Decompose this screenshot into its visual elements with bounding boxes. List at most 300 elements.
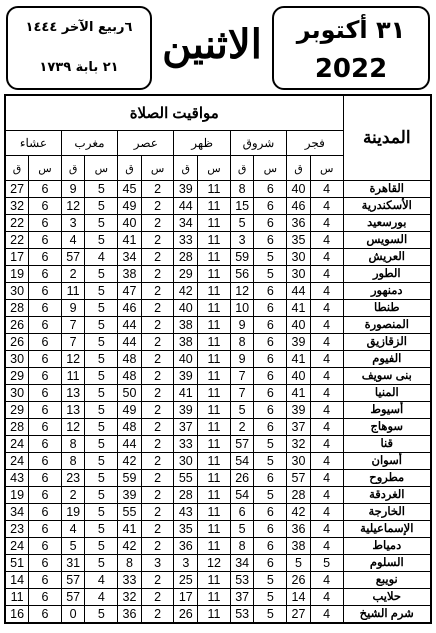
prayer-header-0: فجر xyxy=(287,131,343,156)
city-name-cell: العريش xyxy=(343,249,431,266)
minutes-cell: 8 xyxy=(61,436,85,453)
minutes-cell: 34 xyxy=(118,249,142,266)
minutes-cell: 28 xyxy=(287,487,311,504)
hours-cell: 6 xyxy=(29,198,62,215)
minutes-cell: 16 xyxy=(5,606,29,624)
minutes-cell: 33 xyxy=(174,436,198,453)
minutes-cell: 26 xyxy=(230,470,254,487)
hours-cell: 11 xyxy=(198,368,231,385)
city-column-header: المدينة xyxy=(343,95,431,181)
minutes-cell: 53 xyxy=(230,572,254,589)
minutes-cell: 42 xyxy=(118,453,142,470)
minutes-cell: 22 xyxy=(5,232,29,249)
hours-cell: 3 xyxy=(141,555,174,572)
hours-cell: 5 xyxy=(254,453,287,470)
hours-cell: 11 xyxy=(198,249,231,266)
minutes-cell: 36 xyxy=(287,215,311,232)
hours-cell: 6 xyxy=(254,317,287,334)
minutes-cell: 30 xyxy=(5,385,29,402)
hours-cell: 2 xyxy=(141,283,174,300)
minutes-cell: 36 xyxy=(287,521,311,538)
minutes-cell: 2 xyxy=(61,266,85,283)
minutes-cell: 51 xyxy=(5,555,29,572)
table-row xyxy=(5,334,431,351)
minutes-cell: 48 xyxy=(118,419,142,436)
minutes-cell: 2 xyxy=(230,419,254,436)
minutes-cell: 28 xyxy=(5,419,29,436)
minutes-cell: 30 xyxy=(5,283,29,300)
minutes-cell: 22 xyxy=(5,215,29,232)
hours-cell: 6 xyxy=(254,504,287,521)
hours-cell: 2 xyxy=(141,453,174,470)
table-row xyxy=(5,266,431,283)
hours-cell: 5 xyxy=(85,334,118,351)
hours-cell: 6 xyxy=(254,521,287,538)
minutes-cell: 5 xyxy=(230,521,254,538)
hours-cell: 5 xyxy=(85,487,118,504)
minutes-cell: 0 xyxy=(61,606,85,624)
table-row xyxy=(5,317,431,334)
minutes-cell: 44 xyxy=(287,283,311,300)
minutes-cell: 23 xyxy=(61,470,85,487)
hours-cell: 4 xyxy=(310,215,343,232)
minutes-cell: 13 xyxy=(61,385,85,402)
hour-unit-label: س xyxy=(310,156,343,181)
city-name-cell: الزقازيق xyxy=(343,334,431,351)
hijri-date: ٦ربيع الآخر ١٤٤٤ xyxy=(25,20,133,35)
hours-cell: 11 xyxy=(198,504,231,521)
hours-cell: 6 xyxy=(29,436,62,453)
minutes-cell: 41 xyxy=(174,385,198,402)
table-row xyxy=(5,249,431,266)
minutes-cell: 36 xyxy=(118,606,142,624)
hours-cell: 4 xyxy=(310,538,343,555)
minutes-cell: 27 xyxy=(5,181,29,198)
minutes-cell: 29 xyxy=(5,402,29,419)
table-row xyxy=(5,232,431,249)
gregorian-year: 2022 xyxy=(314,54,388,84)
minutes-cell: 30 xyxy=(174,453,198,470)
hours-cell: 11 xyxy=(198,351,231,368)
minutes-cell: 28 xyxy=(5,300,29,317)
hours-cell: 4 xyxy=(310,589,343,606)
hours-cell: 6 xyxy=(29,385,62,402)
minutes-cell: 40 xyxy=(287,317,311,334)
hours-cell: 6 xyxy=(29,334,62,351)
hours-cell: 2 xyxy=(141,572,174,589)
minutes-cell: 5 xyxy=(230,215,254,232)
hours-cell: 5 xyxy=(85,368,118,385)
hours-cell: 11 xyxy=(198,606,231,624)
table-row xyxy=(5,198,431,215)
minutes-cell: 32 xyxy=(287,436,311,453)
hours-cell: 5 xyxy=(85,181,118,198)
hours-cell: 4 xyxy=(310,283,343,300)
minutes-cell: 33 xyxy=(174,232,198,249)
hours-cell: 4 xyxy=(310,317,343,334)
hours-cell: 6 xyxy=(29,266,62,283)
hours-cell: 5 xyxy=(85,555,118,572)
prayer-header-1: شروق xyxy=(230,131,286,156)
minutes-cell: 30 xyxy=(287,266,311,283)
hours-cell: 11 xyxy=(198,181,231,198)
hours-cell: 11 xyxy=(198,198,231,215)
minutes-cell: 32 xyxy=(118,589,142,606)
minutes-cell: 33 xyxy=(118,572,142,589)
minutes-cell: 46 xyxy=(287,198,311,215)
city-name-cell: المنيا xyxy=(343,385,431,402)
minutes-cell: 43 xyxy=(174,504,198,521)
minutes-cell: 59 xyxy=(230,249,254,266)
minutes-cell: 48 xyxy=(118,351,142,368)
minutes-cell: 57 xyxy=(230,436,254,453)
hours-cell: 6 xyxy=(254,198,287,215)
hours-cell: 2 xyxy=(141,300,174,317)
hours-cell: 11 xyxy=(198,589,231,606)
minutes-cell: 37 xyxy=(287,419,311,436)
table-row xyxy=(5,589,431,606)
gregorian-day-month: ٣١ أكتوبر xyxy=(296,16,406,44)
minutes-cell: 4 xyxy=(61,521,85,538)
hours-cell: 5 xyxy=(254,589,287,606)
hours-cell: 6 xyxy=(29,249,62,266)
hours-cell: 6 xyxy=(29,538,62,555)
hours-cell: 5 xyxy=(85,504,118,521)
minutes-cell: 6 xyxy=(230,504,254,521)
minutes-cell: 8 xyxy=(61,453,85,470)
city-name-cell: أسوان xyxy=(343,453,431,470)
minutes-cell: 42 xyxy=(174,283,198,300)
hours-cell: 2 xyxy=(141,419,174,436)
minutes-cell: 44 xyxy=(174,198,198,215)
hours-cell: 6 xyxy=(29,368,62,385)
minutes-cell: 26 xyxy=(174,606,198,624)
hours-cell: 6 xyxy=(29,215,62,232)
hours-cell: 11 xyxy=(198,300,231,317)
hours-cell: 11 xyxy=(198,215,231,232)
minutes-cell: 43 xyxy=(5,470,29,487)
minutes-cell: 48 xyxy=(118,368,142,385)
hours-cell: 5 xyxy=(85,300,118,317)
hours-cell: 5 xyxy=(85,351,118,368)
minutes-cell: 53 xyxy=(230,606,254,624)
hours-cell: 11 xyxy=(198,317,231,334)
minutes-cell: 15 xyxy=(230,198,254,215)
prayer-header-4: مغرب xyxy=(61,131,117,156)
minutes-cell: 32 xyxy=(5,198,29,215)
hours-cell: 6 xyxy=(29,181,62,198)
minutes-cell: 29 xyxy=(174,266,198,283)
table-row xyxy=(5,402,431,419)
hours-cell: 2 xyxy=(141,385,174,402)
hours-cell: 4 xyxy=(310,300,343,317)
minutes-cell: 3 xyxy=(230,232,254,249)
hours-cell: 2 xyxy=(141,589,174,606)
minute-unit-label: ق xyxy=(174,156,198,181)
minutes-cell: 14 xyxy=(287,589,311,606)
hours-cell: 4 xyxy=(85,249,118,266)
minutes-cell: 37 xyxy=(174,419,198,436)
hours-cell: 5 xyxy=(85,470,118,487)
minute-unit-label: ق xyxy=(5,156,29,181)
minutes-cell: 19 xyxy=(5,487,29,504)
table-row xyxy=(5,521,431,538)
city-name-cell: طنطا xyxy=(343,300,431,317)
minutes-cell: 24 xyxy=(5,453,29,470)
hours-cell: 4 xyxy=(310,249,343,266)
hours-cell: 2 xyxy=(141,198,174,215)
city-name-cell: الأسكندرية xyxy=(343,198,431,215)
city-name-cell: بنى سويف xyxy=(343,368,431,385)
city-name-cell: الفيوم xyxy=(343,351,431,368)
hour-unit-label: س xyxy=(198,156,231,181)
hour-unit-label: س xyxy=(254,156,287,181)
weekday-name: الاثنين xyxy=(162,21,262,68)
minutes-cell: 37 xyxy=(230,589,254,606)
hours-cell: 11 xyxy=(198,572,231,589)
hours-cell: 5 xyxy=(254,249,287,266)
hours-cell: 4 xyxy=(310,487,343,504)
minutes-cell: 34 xyxy=(174,215,198,232)
hours-cell: 2 xyxy=(141,402,174,419)
hours-cell: 11 xyxy=(198,283,231,300)
hijri-coptic-date-box xyxy=(6,6,152,90)
minutes-cell: 46 xyxy=(118,300,142,317)
minutes-cell: 12 xyxy=(230,283,254,300)
minutes-cell: 41 xyxy=(287,351,311,368)
hours-cell: 5 xyxy=(310,555,343,572)
hours-cell: 4 xyxy=(310,181,343,198)
minutes-cell: 39 xyxy=(174,181,198,198)
minutes-cell: 44 xyxy=(118,334,142,351)
city-name-cell: المنصورة xyxy=(343,317,431,334)
table-row xyxy=(5,555,431,572)
minutes-cell: 11 xyxy=(61,283,85,300)
hours-cell: 5 xyxy=(85,232,118,249)
hours-cell: 4 xyxy=(310,334,343,351)
hours-cell: 2 xyxy=(141,606,174,624)
hours-cell: 4 xyxy=(310,470,343,487)
minutes-cell: 5 xyxy=(61,538,85,555)
hours-cell: 6 xyxy=(29,521,62,538)
hours-cell: 5 xyxy=(254,487,287,504)
hours-cell: 11 xyxy=(198,470,231,487)
hours-cell: 6 xyxy=(254,368,287,385)
city-name-cell: بورسعيد xyxy=(343,215,431,232)
hours-cell: 6 xyxy=(29,419,62,436)
prayer-header-2: ظهر xyxy=(174,131,230,156)
minutes-cell: 4 xyxy=(61,232,85,249)
minutes-cell: 57 xyxy=(61,572,85,589)
minutes-cell: 59 xyxy=(118,470,142,487)
hours-cell: 6 xyxy=(254,215,287,232)
city-name-cell: شرم الشيخ xyxy=(343,606,431,624)
city-name-cell: القاهرة xyxy=(343,181,431,198)
hours-cell: 6 xyxy=(29,504,62,521)
hours-cell: 2 xyxy=(141,266,174,283)
city-name-cell: الخارجة xyxy=(343,504,431,521)
hours-cell: 6 xyxy=(254,402,287,419)
minutes-cell: 34 xyxy=(5,504,29,521)
hours-cell: 6 xyxy=(254,283,287,300)
minutes-cell: 49 xyxy=(118,198,142,215)
city-name-cell: حلايب xyxy=(343,589,431,606)
hours-cell: 11 xyxy=(198,232,231,249)
minutes-cell: 41 xyxy=(287,300,311,317)
minutes-cell: 26 xyxy=(5,334,29,351)
minutes-cell: 5 xyxy=(230,402,254,419)
hours-cell: 5 xyxy=(85,402,118,419)
table-row xyxy=(5,419,431,436)
minutes-cell: 40 xyxy=(287,368,311,385)
hours-cell: 6 xyxy=(29,300,62,317)
hours-cell: 6 xyxy=(254,538,287,555)
minutes-cell: 7 xyxy=(61,317,85,334)
hours-cell: 11 xyxy=(198,453,231,470)
minutes-cell: 56 xyxy=(230,266,254,283)
minutes-cell: 31 xyxy=(61,555,85,572)
hours-cell: 4 xyxy=(310,402,343,419)
hours-cell: 4 xyxy=(310,232,343,249)
minutes-cell: 57 xyxy=(61,249,85,266)
hours-cell: 4 xyxy=(310,266,343,283)
minutes-cell: 5 xyxy=(287,555,311,572)
minutes-cell: 3 xyxy=(174,555,198,572)
minutes-cell: 34 xyxy=(230,555,254,572)
hours-cell: 11 xyxy=(198,266,231,283)
city-name-cell: الإسماعيلية xyxy=(343,521,431,538)
minutes-cell: 8 xyxy=(230,334,254,351)
hours-cell: 5 xyxy=(85,198,118,215)
table-row xyxy=(5,300,431,317)
minutes-cell: 12 xyxy=(61,419,85,436)
minutes-cell: 7 xyxy=(230,368,254,385)
minutes-cell: 42 xyxy=(118,538,142,555)
hours-cell: 5 xyxy=(85,317,118,334)
minutes-cell: 9 xyxy=(230,351,254,368)
minutes-cell: 30 xyxy=(287,453,311,470)
prayer-header-5: عشاء xyxy=(5,131,61,156)
minute-unit-label: ق xyxy=(287,156,311,181)
minutes-cell: 13 xyxy=(61,402,85,419)
hours-cell: 5 xyxy=(85,385,118,402)
minutes-cell: 50 xyxy=(118,385,142,402)
minutes-cell: 23 xyxy=(5,521,29,538)
hours-cell: 4 xyxy=(310,198,343,215)
hours-cell: 5 xyxy=(254,266,287,283)
minutes-cell: 47 xyxy=(118,283,142,300)
city-name-cell: مطروح xyxy=(343,470,431,487)
minutes-cell: 2 xyxy=(61,487,85,504)
hours-cell: 2 xyxy=(141,351,174,368)
hours-cell: 2 xyxy=(141,334,174,351)
table-row xyxy=(5,215,431,232)
hours-cell: 2 xyxy=(141,487,174,504)
city-name-cell: السويس xyxy=(343,232,431,249)
prayer-header-3: عصر xyxy=(118,131,174,156)
minutes-cell: 55 xyxy=(118,504,142,521)
hours-cell: 4 xyxy=(310,504,343,521)
hours-cell: 2 xyxy=(141,232,174,249)
minutes-cell: 3 xyxy=(61,215,85,232)
hours-cell: 6 xyxy=(254,470,287,487)
hours-cell: 11 xyxy=(198,334,231,351)
hours-cell: 4 xyxy=(310,606,343,624)
minutes-cell: 42 xyxy=(287,504,311,521)
minutes-cell: 54 xyxy=(230,453,254,470)
minute-unit-label: ق xyxy=(61,156,85,181)
minutes-cell: 9 xyxy=(61,181,85,198)
gregorian-date-box xyxy=(272,6,430,90)
hours-cell: 4 xyxy=(310,419,343,436)
hours-cell: 6 xyxy=(254,419,287,436)
hours-cell: 6 xyxy=(254,351,287,368)
hours-cell: 6 xyxy=(29,317,62,334)
minutes-cell: 39 xyxy=(118,487,142,504)
minutes-cell: 28 xyxy=(174,249,198,266)
city-name-cell: الطور xyxy=(343,266,431,283)
minutes-cell: 17 xyxy=(174,589,198,606)
minutes-cell: 8 xyxy=(230,181,254,198)
hours-cell: 5 xyxy=(254,606,287,624)
hours-cell: 2 xyxy=(141,181,174,198)
minutes-cell: 38 xyxy=(174,334,198,351)
hours-cell: 2 xyxy=(141,317,174,334)
hours-cell: 5 xyxy=(85,453,118,470)
city-name-cell: قنا xyxy=(343,436,431,453)
minutes-cell: 11 xyxy=(61,368,85,385)
minutes-cell: 41 xyxy=(118,521,142,538)
coptic-date: ٢١ بابة ١٧٣٩ xyxy=(39,60,119,75)
minutes-cell: 19 xyxy=(5,266,29,283)
hours-cell: 4 xyxy=(310,521,343,538)
hours-cell: 6 xyxy=(254,181,287,198)
minute-unit-label: ق xyxy=(230,156,254,181)
minutes-cell: 57 xyxy=(287,470,311,487)
hours-cell: 12 xyxy=(198,555,231,572)
hours-cell: 11 xyxy=(198,419,231,436)
minutes-cell: 35 xyxy=(174,521,198,538)
hours-cell: 6 xyxy=(29,487,62,504)
hours-cell: 4 xyxy=(310,368,343,385)
minutes-cell: 38 xyxy=(174,317,198,334)
minutes-cell: 36 xyxy=(174,538,198,555)
minutes-cell: 39 xyxy=(174,402,198,419)
minutes-cell: 30 xyxy=(287,249,311,266)
hours-cell: 2 xyxy=(141,521,174,538)
hours-cell: 4 xyxy=(85,589,118,606)
minutes-cell: 40 xyxy=(118,215,142,232)
hour-unit-label: س xyxy=(85,156,118,181)
minutes-cell: 44 xyxy=(118,317,142,334)
hours-cell: 11 xyxy=(198,436,231,453)
minutes-cell: 55 xyxy=(174,470,198,487)
hours-cell: 6 xyxy=(29,470,62,487)
city-name-cell: الغردقة xyxy=(343,487,431,504)
table-row xyxy=(5,538,431,555)
hours-cell: 6 xyxy=(29,555,62,572)
hours-cell: 2 xyxy=(141,215,174,232)
minutes-cell: 45 xyxy=(118,181,142,198)
minutes-cell: 54 xyxy=(230,487,254,504)
hours-cell: 4 xyxy=(310,453,343,470)
minutes-cell: 39 xyxy=(174,368,198,385)
hours-cell: 6 xyxy=(29,572,62,589)
table-row xyxy=(5,436,431,453)
minutes-cell: 9 xyxy=(230,317,254,334)
minutes-cell: 17 xyxy=(5,249,29,266)
minutes-cell: 40 xyxy=(174,300,198,317)
